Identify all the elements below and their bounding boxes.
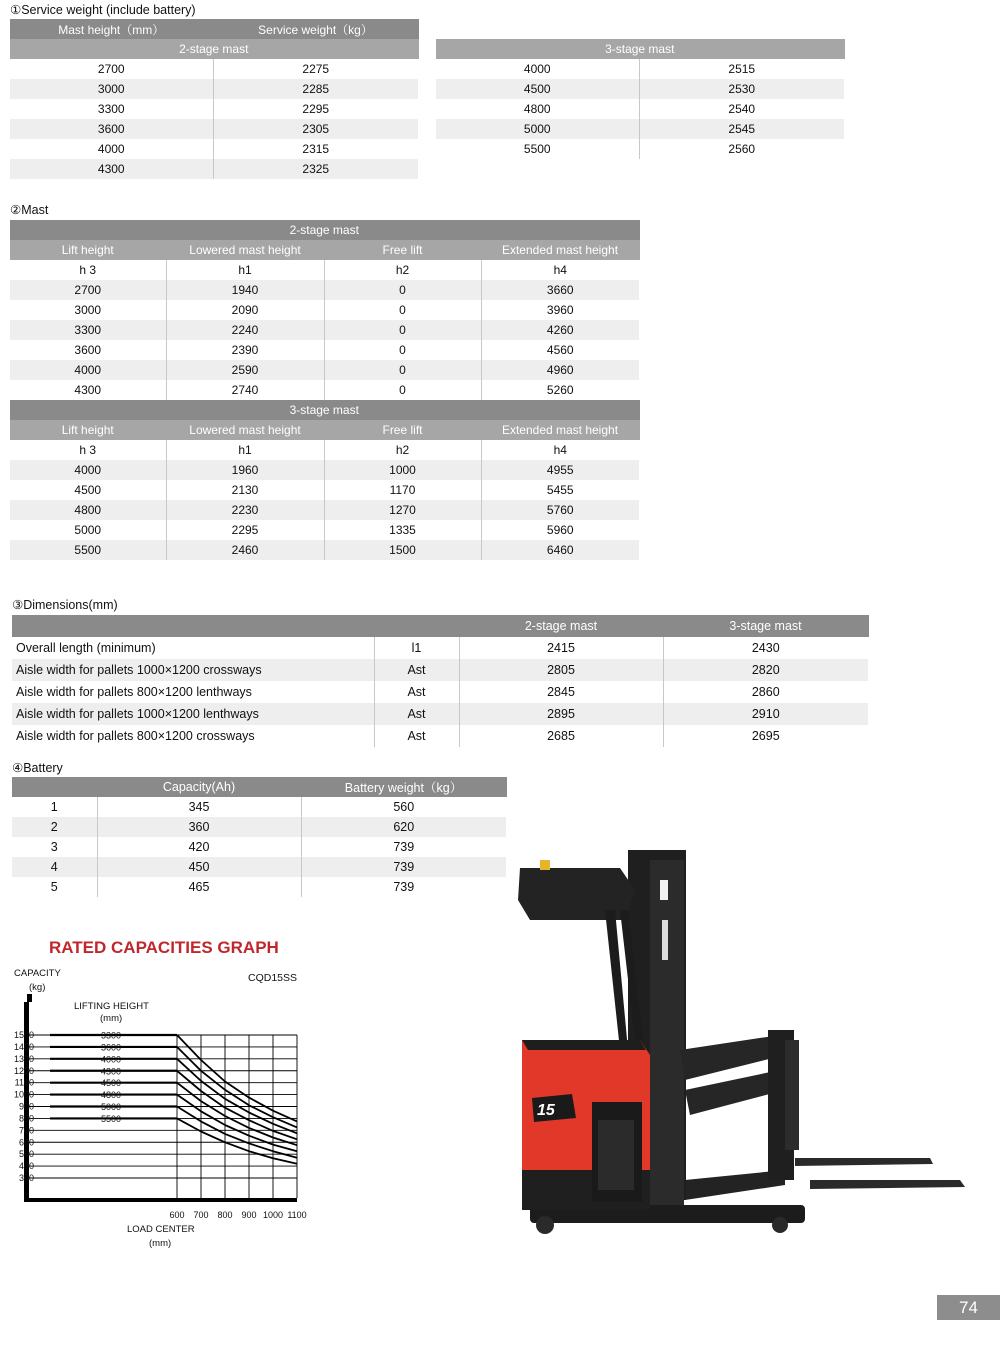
col-3stage: 3-stage mast bbox=[663, 615, 868, 637]
series-label: 4500 bbox=[101, 1078, 122, 1089]
symbol-row: h 3 h1 h2 h4 bbox=[10, 440, 639, 460]
col-lowered-mast-height: Lowered mast height bbox=[166, 240, 324, 260]
y-tick-label: 1400 bbox=[13, 1041, 34, 1052]
table-row: 4500 2130 1170 5455 bbox=[10, 480, 639, 500]
table-row: 3600 2390 0 4560 bbox=[10, 340, 639, 360]
y-tick-label: 300 bbox=[18, 1173, 34, 1183]
x-tick-label: 1000 bbox=[262, 1210, 284, 1220]
dimensions-title: ③Dimensions(mm) bbox=[12, 598, 118, 612]
page-number: 74 bbox=[937, 1295, 1000, 1320]
table-row: 3000 2285 bbox=[10, 79, 418, 99]
table-row: 4800 2540 bbox=[436, 99, 844, 119]
y-label-2: (kg) bbox=[29, 982, 46, 993]
table-row: 2700 2275 bbox=[10, 59, 418, 79]
x-ticks bbox=[169, 1210, 306, 1220]
table-row: 3300 2240 0 4260 bbox=[10, 320, 639, 340]
stage3-label: 3-stage mast bbox=[436, 39, 844, 59]
series-label: 3600 bbox=[101, 1042, 122, 1053]
symbol-row: h 3 h1 h2 h4 bbox=[10, 260, 639, 280]
col-mast-height: Mast height（mm） bbox=[10, 19, 213, 39]
model-label: CQD15SS bbox=[248, 972, 298, 984]
table-row: 4000 2590 0 4960 bbox=[10, 360, 639, 380]
series-label: 5000 bbox=[101, 1102, 122, 1112]
col-battery-weight: Battery weight（kg） bbox=[301, 777, 506, 797]
y-tick-label: 800 bbox=[18, 1113, 34, 1124]
table-row: 5500 2460 1500 6460 bbox=[10, 540, 639, 560]
table-row: Aisle width for pallets 1000×1200 lenthways Ast 2895 2910 bbox=[12, 703, 868, 725]
y-tick-label: 400 bbox=[18, 1161, 34, 1172]
table-row: 5500 2560 bbox=[436, 139, 844, 159]
col-lift-height: Lift height bbox=[10, 240, 166, 260]
series-label: 4800 bbox=[101, 1090, 122, 1101]
col-extended-mast-height: Extended mast height bbox=[481, 420, 639, 440]
y-tick-label: 1100 bbox=[14, 1077, 34, 1088]
table-row: 4800 2230 1270 5760 bbox=[10, 500, 639, 520]
y-tick-label: 900 bbox=[18, 1101, 34, 1112]
col-capacity: Capacity(Ah) bbox=[97, 777, 301, 797]
y-tick-label: 500 bbox=[18, 1149, 34, 1160]
table-row: 3300 2295 bbox=[10, 99, 418, 119]
battery-table bbox=[12, 777, 507, 897]
x-tick-label: 900 bbox=[241, 1210, 257, 1220]
battery-title: ④Battery bbox=[12, 761, 63, 775]
col-2stage: 2-stage mast bbox=[459, 615, 663, 637]
rated-capacities-chart bbox=[0, 960, 330, 1260]
table-row: 2 360 620 bbox=[12, 817, 506, 837]
service-weight-title: ①Service weight (include battery) bbox=[10, 3, 196, 17]
x-tick-label: 800 bbox=[217, 1210, 233, 1220]
col-extended-mast-height: Extended mast height bbox=[481, 240, 639, 260]
table-row: Aisle width for pallets 800×1200 lenthways Ast 2845 2860 bbox=[12, 681, 868, 703]
y-tick-label: 1200 bbox=[13, 1065, 34, 1076]
table-row: 4300 2325 bbox=[10, 159, 418, 179]
table-row: 4 450 739 bbox=[12, 857, 506, 877]
table-row: 4000 1960 1000 4955 bbox=[10, 460, 639, 480]
col-free-lift: Free lift bbox=[324, 420, 481, 440]
graph-title: RATED CAPACITIES GRAPH bbox=[49, 938, 279, 957]
service-weight-table-2stage bbox=[10, 19, 419, 179]
stage2-label: 2-stage mast bbox=[10, 39, 418, 59]
x-label-1: LOAD CENTER bbox=[127, 1224, 195, 1235]
col-lift-height: Lift height bbox=[10, 420, 166, 440]
reach-truck-image bbox=[510, 840, 970, 1240]
table-row: 2700 1940 0 3660 bbox=[10, 280, 639, 300]
table-row: 4000 2515 bbox=[436, 59, 844, 79]
mast-stage2-label: 2-stage mast bbox=[10, 220, 639, 240]
series-label: 4000 bbox=[101, 1054, 122, 1065]
curves bbox=[50, 1035, 297, 1164]
mast-stage3-label: 3-stage mast bbox=[10, 400, 639, 420]
legend bbox=[101, 1031, 121, 1124]
table-row: 5 465 739 bbox=[12, 877, 506, 897]
table-row: 4500 2530 bbox=[436, 79, 844, 99]
x-tick-label: 700 bbox=[193, 1210, 209, 1220]
service-weight-table-3stage bbox=[436, 39, 845, 159]
table-row: 3600 2305 bbox=[10, 119, 418, 139]
y-tick-label: 1000 bbox=[13, 1089, 34, 1100]
svg-text:15: 15 bbox=[537, 1102, 555, 1119]
axes bbox=[24, 994, 297, 1202]
col-lowered-mast-height: Lowered mast height bbox=[166, 420, 324, 440]
table-row: 1 345 560 bbox=[12, 797, 506, 817]
x-tick-label: 600 bbox=[169, 1210, 185, 1220]
table-row: 3000 2090 0 3960 bbox=[10, 300, 639, 320]
table-row: 3 420 739 bbox=[12, 837, 506, 857]
table-row: 4300 2740 0 5260 bbox=[10, 380, 639, 400]
series-label: 4300 bbox=[101, 1066, 122, 1077]
table-row: 5000 2295 1335 5960 bbox=[10, 520, 639, 540]
series-line bbox=[177, 1118, 297, 1163]
mast-table bbox=[10, 220, 640, 560]
legend-label-2: (mm) bbox=[100, 1013, 123, 1024]
series-label: 3300 bbox=[101, 1030, 122, 1041]
table-row: Overall length (minimum) l1 2415 2430 bbox=[12, 637, 868, 659]
y-tick-label: 1300 bbox=[13, 1053, 34, 1064]
y-label-1: CAPACITY bbox=[14, 968, 61, 979]
col-free-lift: Free lift bbox=[324, 240, 481, 260]
series-line bbox=[177, 1035, 297, 1121]
table-row: 4000 2315 bbox=[10, 139, 418, 159]
x-tick-label: 1100 bbox=[287, 1210, 307, 1220]
dimensions-table bbox=[12, 615, 869, 747]
y-tick-label: 600 bbox=[18, 1137, 34, 1148]
y-ticks bbox=[14, 1030, 34, 1183]
table-row: Aisle width for pallets 1000×1200 crossways Ast 2805 2820 bbox=[12, 659, 868, 681]
legend-label-1: LIFTING HEIGHT bbox=[74, 1001, 149, 1012]
y-tick-label: 700 bbox=[18, 1125, 34, 1136]
mast-title: ②Mast bbox=[10, 203, 49, 217]
x-label-2: (mm) bbox=[149, 1238, 172, 1249]
y-tick-label: 1500 bbox=[13, 1030, 34, 1040]
table-row: 5000 2545 bbox=[436, 119, 844, 139]
series-label: 5500 bbox=[101, 1113, 122, 1124]
table-row: Aisle width for pallets 800×1200 crossways Ast 2685 2695 bbox=[12, 725, 868, 747]
col-service-weight: Service weight（kg） bbox=[213, 19, 418, 39]
